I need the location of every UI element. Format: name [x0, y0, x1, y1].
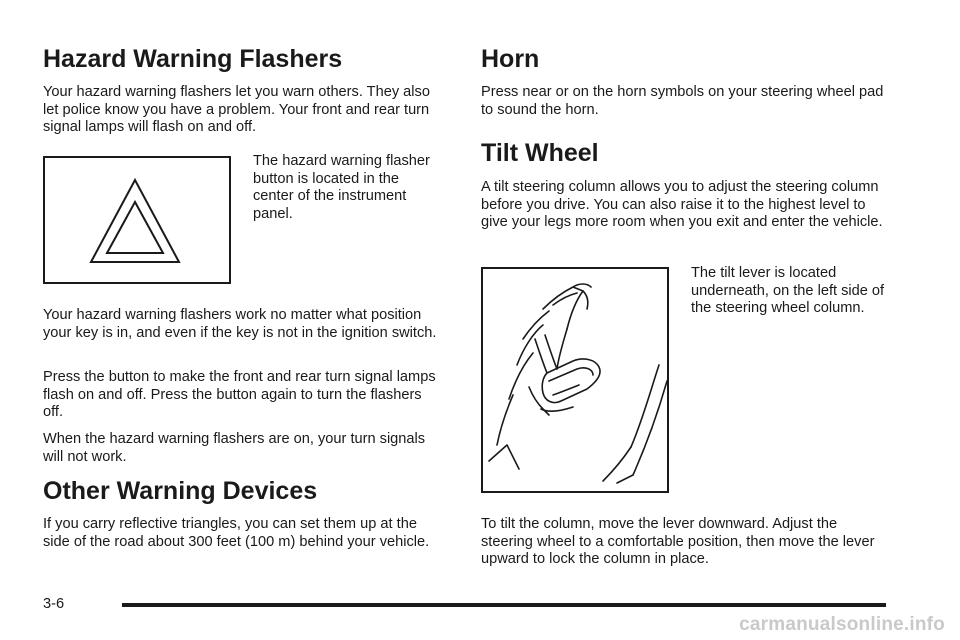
hazard-paragraph-3: Press the button to make the front and rear turn signal lamps flash on and off. Press the button again to turn the flashers off.: [43, 369, 436, 421]
horn-heading: Horn: [481, 45, 540, 73]
hazard-heading: Hazard Warning Flashers: [43, 45, 343, 73]
watermark: carmanualsonline.info: [739, 614, 945, 635]
hazard-triangle-icon: [45, 158, 229, 282]
tilt-paragraph-2: To tilt the column, move the lever downward. Adjust the steering wheel to a comfortable position, then move the lever upward to lock the column in place.: [481, 516, 875, 568]
footer-rule: [122, 603, 886, 607]
page-number: 3-6: [43, 596, 65, 612]
hazard-paragraph-4: When the hazard warning flashers are on, your turn signals will not work.: [43, 431, 426, 465]
other-warning-paragraph: If you carry reflective triangles, you can set them up at the side of the road about 300 feet (100 m) behind your vehicle.: [43, 516, 430, 550]
horn-paragraph: Press near or on the horn symbols on your steering wheel pad to sound the horn.: [481, 84, 884, 118]
tilt-lever-illustration: [483, 269, 667, 491]
hazard-button-figure: [43, 156, 231, 284]
hazard-figure-caption: The hazard warning flasher button is located in the center of the instrument panel.: [253, 153, 430, 222]
hazard-intro: Your hazard warning flashers let you warn others. They also let police know you have a problem. Your front and rear turn signal lamps will flash on and off.: [43, 84, 430, 136]
tilt-figure-caption: The tilt lever is located underneath, on the left side of the steering wheel column.: [691, 265, 885, 317]
tilt-heading: Tilt Wheel: [481, 139, 599, 167]
tilt-paragraph-1: A tilt steering column allows you to adjust the steering column before you drive. You can also raise it to the highest level to give your legs more room when you exit and enter the vehicle.: [481, 179, 883, 231]
other-warning-heading: Other Warning Devices: [43, 477, 318, 505]
hazard-paragraph-2: Your hazard warning flashers work no matter what position your key is in, and even if the key is not in the ignition switch.: [43, 307, 437, 341]
tilt-lever-figure: [481, 267, 669, 493]
